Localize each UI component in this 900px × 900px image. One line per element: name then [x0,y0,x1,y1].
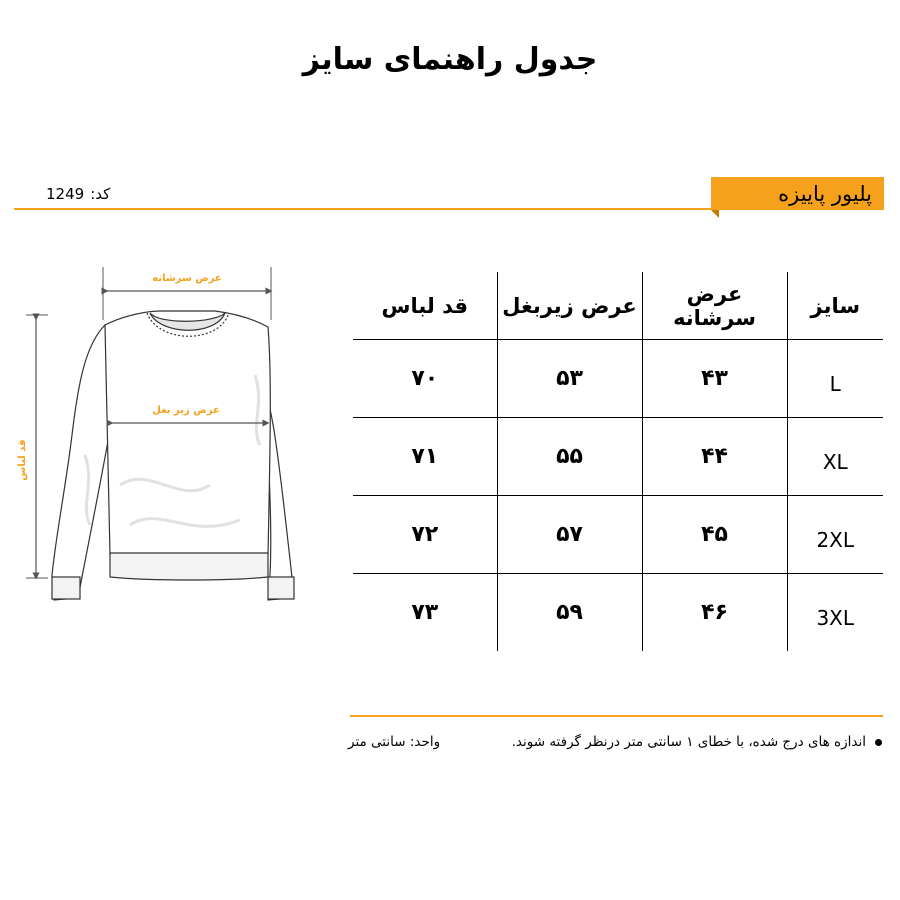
size-table [353,272,883,651]
shoulder-cell: ۴۶ [642,574,787,652]
chest-cell: ۵۹ [497,574,642,652]
table-header-row [353,272,883,340]
unit-label: واحد: سانتی متر [348,734,441,750]
shoulder-cell: ۴۵ [642,496,787,574]
chest-cell: ۵۷ [497,496,642,574]
shoulder-width-label: عرض سرشانه [152,273,222,284]
product-name: پلیور پاییزه [778,181,872,206]
sweater-diagram [10,255,310,615]
bullet-icon [875,739,882,746]
product-code-value: 1249 [46,185,85,203]
length-cell: ۷۱ [353,418,497,496]
footer-divider [350,715,883,717]
header-length: قد لباس [353,272,497,340]
length-label: قد لباس [17,439,28,481]
measurement-note [512,734,882,750]
product-code [40,185,110,203]
size-cell: L [787,340,883,418]
page-title: جدول راهنمای سایز [302,42,598,77]
product-code-label: کد: [90,185,111,203]
chest-width-label: عرض زیر بغل [152,405,220,416]
product-name-tab [711,177,884,210]
header-size: سایز [787,272,883,340]
length-cell: ۷۲ [353,496,497,574]
length-cell: ۷۰ [353,340,497,418]
size-cell: 2XL [787,496,883,574]
shoulder-cell: ۴۳ [642,340,787,418]
header-shoulder-width: عرض سرشانه [642,272,787,340]
chest-cell: ۵۳ [497,340,642,418]
size-cell: 3XL [787,574,883,652]
table-row [353,574,883,652]
table-row [353,340,883,418]
sweater-outline-icon [52,311,294,600]
table-row [353,496,883,574]
table-row [353,418,883,496]
chest-cell: ۵۵ [497,418,642,496]
tab-fold-decoration [711,210,719,218]
header-chest-width: عرض زیربغل [497,272,642,340]
length-cell: ۷۳ [411,600,439,625]
measurement-note-text: اندازه های درج شده، با خطای ۱ سانتی متر درنظر گرفته شوند. [511,734,866,750]
shoulder-cell: ۴۴ [642,418,787,496]
size-cell: XL [787,418,883,496]
